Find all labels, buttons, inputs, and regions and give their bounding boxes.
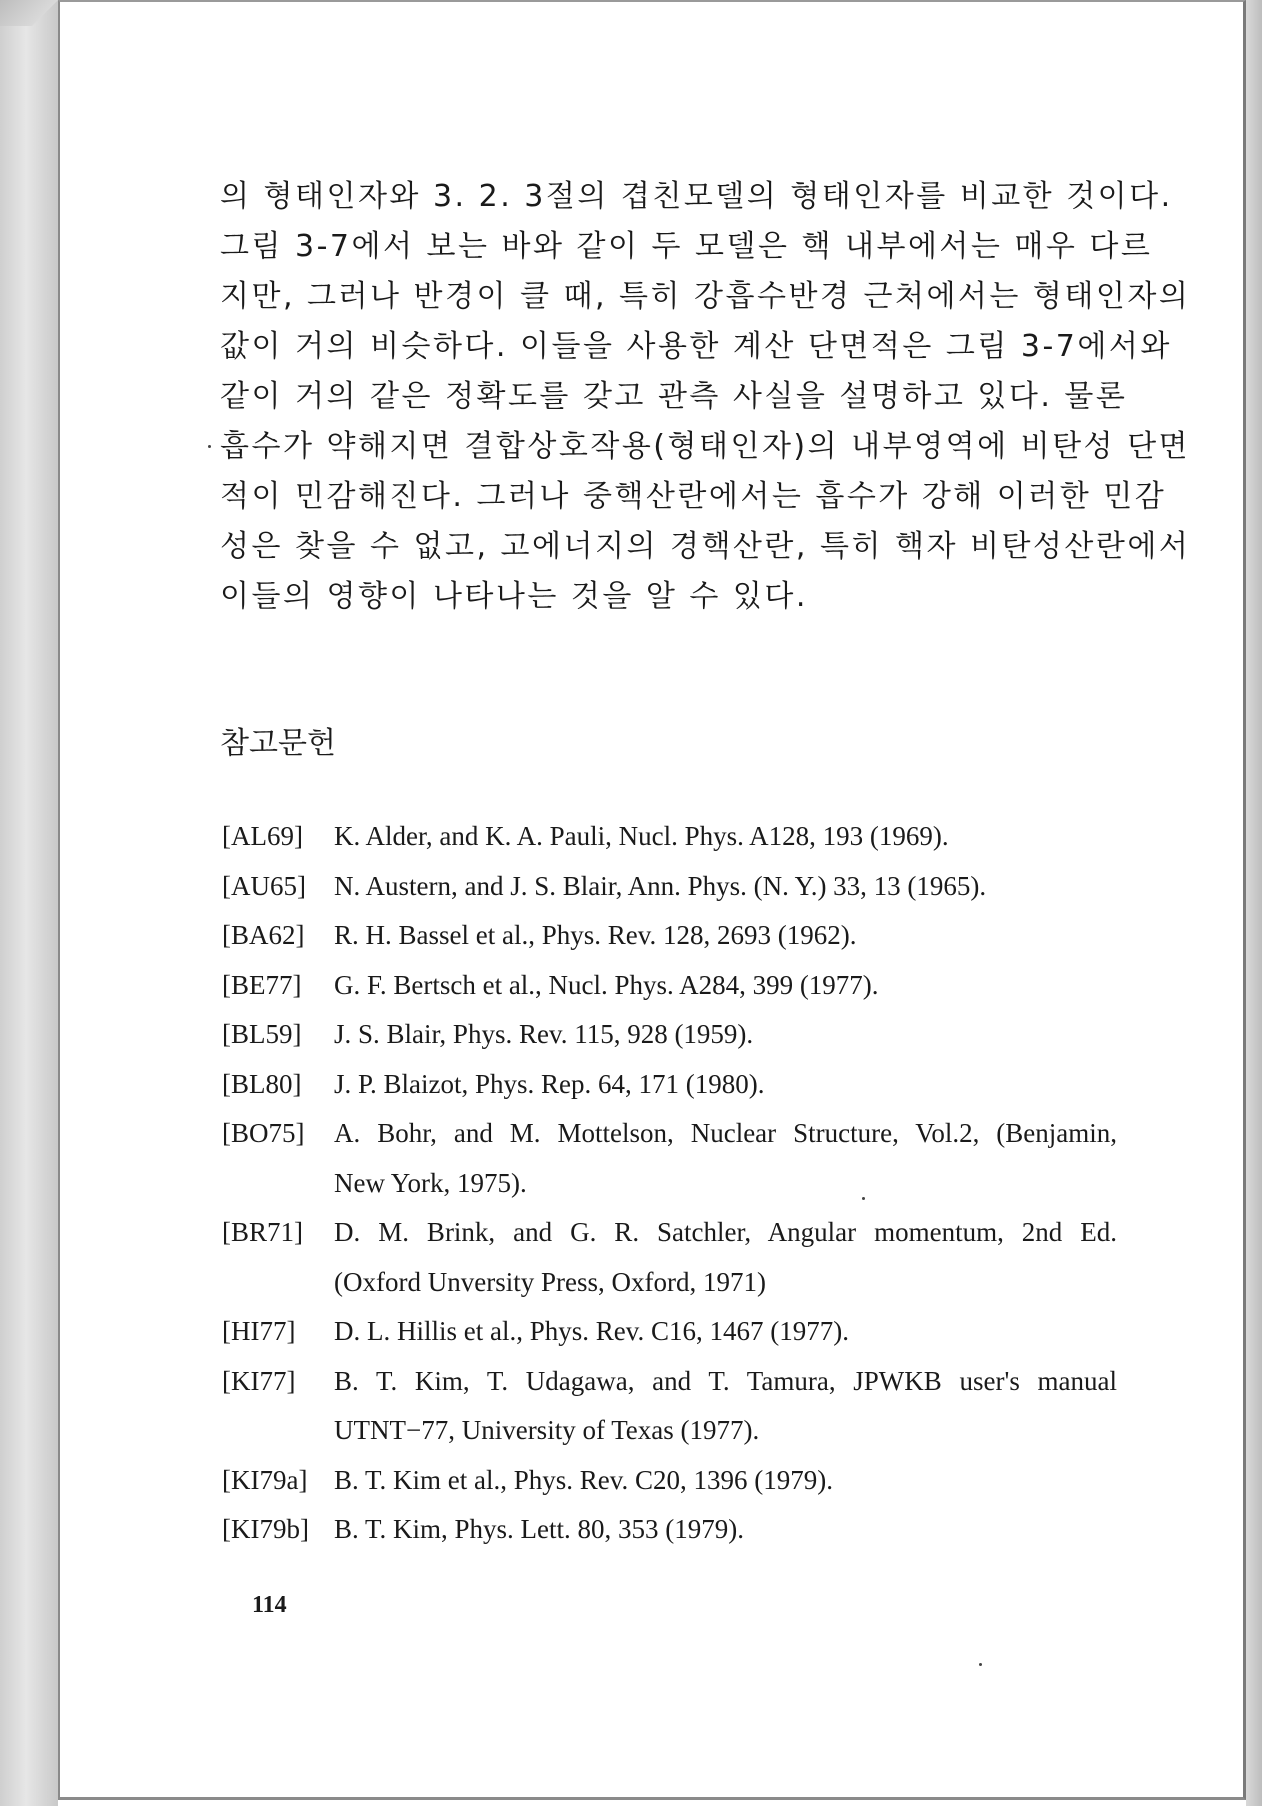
paper-speck (208, 445, 211, 448)
reference-text (334, 1357, 1117, 1456)
reference-item (222, 1109, 1117, 1208)
reference-text (334, 1010, 1117, 1060)
body-line: 그림 3-7에서 보는 바와 같이 두 모델은 핵 내부에서는 매우 다르 (220, 229, 1153, 264)
body-line: 지만, 그러나 반경이 클 때, 특히 강흡수반경 근처에서는 형태인자의 (220, 279, 1191, 314)
reference-key: [AU65] (222, 870, 306, 901)
body-line: 적이 민감해진다. 그러나 중핵산란에서는 흡수가 강해 이러한 민감 (220, 479, 1167, 514)
page-edge-shadow (1246, 0, 1262, 1806)
reference-line: B. T. Kim et al., Phys. Rev. C20, 1396 (1979). (334, 1464, 833, 1495)
paper-speck (979, 1663, 982, 1666)
references-heading: 참고문헌 (220, 726, 336, 761)
reference-text (334, 1208, 1117, 1307)
reference-line: New York, 1975). (334, 1167, 527, 1198)
reference-key: [KI79b] (222, 1514, 309, 1544)
reference-line: D. M. Brink, and G. R. Satchler, Angular momentum, 2nd Ed. (334, 1217, 1117, 1247)
reference-key: [HI77] (222, 1316, 296, 1346)
reference-text (334, 1060, 1117, 1110)
reference-key: [BR71] (222, 1217, 303, 1247)
reference-item (222, 1010, 1117, 1060)
reference-line: K. Alder, and K. A. Pauli, Nucl. Phys. A128, 193 (1969). (334, 821, 949, 851)
paper-speck (862, 1197, 865, 1200)
reference-key: [BL59] (222, 1019, 302, 1049)
body-line: 의 형태인자와 3. 2. 3절의 겹친모델의 형태인자를 비교한 것이다. (220, 179, 1173, 214)
reference-item (222, 1307, 1117, 1357)
reference-line: B. T. Kim, T. Udagawa, and T. Tamura, JPWKB user's manual (334, 1365, 1117, 1396)
reference-text (334, 961, 1117, 1011)
reference-line: D. L. Hillis et al., Phys. Rev. C16, 1467 (1977). (334, 1316, 849, 1346)
reference-line: N. Austern, and J. S. Blair, Ann. Phys. (N. Y.) 33, 13 (1965). (334, 870, 987, 901)
reference-text (334, 1456, 1117, 1506)
reference-text (334, 1505, 1117, 1555)
reference-text (334, 911, 1117, 961)
reference-key: [KI77] (222, 1365, 296, 1396)
reference-item (222, 1505, 1117, 1555)
body-line: 흡수가 약해지면 결합상호작용(형태인자)의 내부영역에 비탄성 단면 (220, 429, 1191, 464)
page-number: 114 (252, 1592, 287, 1618)
reference-item (222, 1357, 1117, 1456)
body-line: 값이 거의 비슷하다. 이들을 사용한 계산 단면적은 그림 3-7에서와 (220, 329, 1172, 364)
reference-line: J. S. Blair, Phys. Rev. 115, 928 (1959). (334, 1019, 754, 1049)
reference-text (334, 1307, 1117, 1357)
reference-item (222, 1456, 1117, 1506)
reference-key: [AL69] (222, 821, 303, 851)
reference-line: B. T. Kim, Phys. Lett. 80, 353 (1979). (334, 1514, 744, 1544)
body-line: 성은 찾을 수 없고, 고에너지의 경핵산란, 특히 핵자 비탄성산란에서 (220, 529, 1191, 564)
reference-item (222, 1060, 1117, 1110)
book-spine (0, 0, 58, 1806)
body-line: 같이 거의 같은 정확도를 갖고 관측 사실을 설명하고 있다. 물론 (220, 379, 1128, 414)
reference-line: A. Bohr, and M. Mottelson, Nuclear Structure, Vol.2, (Benjamin, (334, 1118, 1117, 1148)
reference-line: G. F. Bertsch et al., Nucl. Phys. A284, 399 (1977). (334, 969, 879, 1000)
reference-text (334, 812, 1117, 862)
reference-key: [BL80] (222, 1068, 302, 1099)
reference-line: UTNT−77, University of Texas (1977). (334, 1415, 760, 1445)
reference-item (222, 1208, 1117, 1307)
reference-item (222, 862, 1117, 912)
reference-key: [BA62] (222, 920, 305, 950)
reference-line: (Oxford Unversity Press, Oxford, 1971) (334, 1266, 766, 1297)
reference-key: [BE77] (222, 969, 302, 1000)
reference-line: J. P. Blaizot, Phys. Rep. 64, 171 (1980). (334, 1068, 765, 1099)
references-list (222, 812, 1117, 1555)
reference-item (222, 961, 1117, 1011)
reference-item (222, 911, 1117, 961)
reference-key: [BO75] (222, 1118, 305, 1148)
reference-text (334, 862, 1117, 912)
reference-text (334, 1109, 1117, 1208)
reference-key: [KI79a] (222, 1464, 308, 1495)
reference-line: R. H. Bassel et al., Phys. Rev. 128, 2693 (1962). (334, 920, 857, 950)
body-paragraph (220, 172, 1191, 622)
body-line: 이들의 영향이 나타나는 것을 알 수 있다. (220, 579, 808, 614)
reference-item (222, 812, 1117, 862)
